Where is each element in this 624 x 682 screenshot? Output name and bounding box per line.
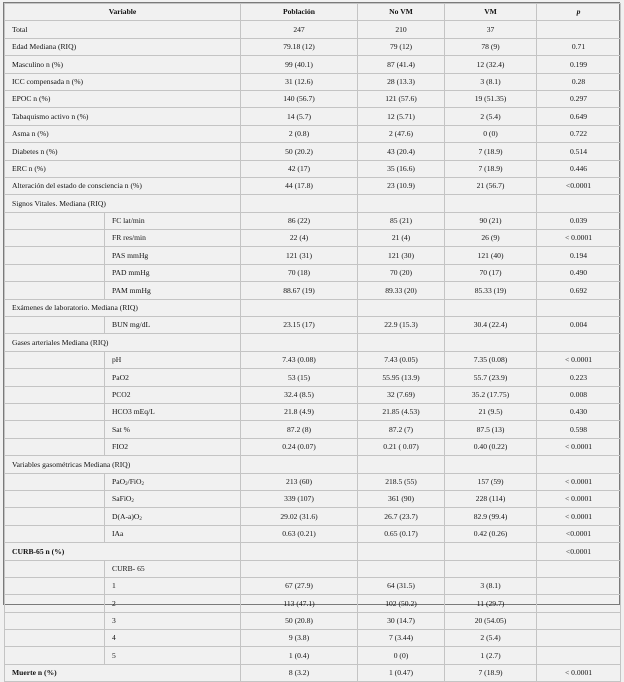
cell-vm: 228 (114) xyxy=(445,490,537,507)
cell-p: 0.28 xyxy=(537,73,621,90)
indent-cell xyxy=(5,369,105,386)
cell-poblacion: 8 (3.2) xyxy=(241,664,358,681)
cell-p: 0.446 xyxy=(537,160,621,177)
cell-vm: 121 (40) xyxy=(445,247,537,264)
cell-no-vm: 43 (20.4) xyxy=(358,143,445,160)
cell-vm: 0.42 (0.26) xyxy=(445,525,537,542)
cell-no-vm: 55.95 (13.9) xyxy=(358,369,445,386)
cell-no-vm: 32 (7.69) xyxy=(358,386,445,403)
cell-no-vm: 0 (0) xyxy=(358,647,445,664)
cell-vm: 21 (9.5) xyxy=(445,403,537,420)
table-row xyxy=(5,386,621,403)
cell-p xyxy=(537,560,621,577)
row-label: Edad Mediana (RIQ) xyxy=(5,38,241,55)
cell-no-vm: 23 (10.9) xyxy=(358,177,445,194)
row-label: Gases arteriales Mediana (RIQ) xyxy=(5,334,241,351)
indent-cell xyxy=(5,560,105,577)
cell-vm: 2 (5.4) xyxy=(445,108,537,125)
cell-p: 0.514 xyxy=(537,143,621,160)
indent-cell xyxy=(5,317,105,334)
indent-cell xyxy=(5,490,105,507)
cell-p: 0.598 xyxy=(537,421,621,438)
cell-vm: 78 (9) xyxy=(445,38,537,55)
table-row xyxy=(5,612,621,629)
cell-poblacion: 1 (0.4) xyxy=(241,647,358,664)
indent-cell xyxy=(5,473,105,490)
cell-no-vm: 21.85 (4.53) xyxy=(358,403,445,420)
results-table xyxy=(4,3,621,682)
row-label: HCO3 mEq/L xyxy=(105,403,241,420)
table-row xyxy=(5,299,621,316)
cell-p xyxy=(537,612,621,629)
row-label: PaO$_2$/FiO$_2$ xyxy=(105,473,241,490)
cell-p: < 0.0001 xyxy=(537,438,621,455)
cell-p xyxy=(537,195,621,212)
table-row xyxy=(5,38,621,55)
row-label: Alteración del estado de consciencia n (%) xyxy=(5,177,241,194)
indent-cell xyxy=(5,264,105,281)
cell-poblacion: 113 (47.1) xyxy=(241,595,358,612)
cell-vm: 7 (18.9) xyxy=(445,143,537,160)
cell-poblacion: 121 (31) xyxy=(241,247,358,264)
indent-cell xyxy=(5,230,105,247)
table-row xyxy=(5,403,621,420)
indent-cell xyxy=(5,247,105,264)
cell-p xyxy=(537,334,621,351)
cell-p: <0.0001 xyxy=(537,177,621,194)
cell-poblacion: 79.18 (12) xyxy=(241,38,358,55)
table-row xyxy=(5,195,621,212)
table-header-row xyxy=(5,4,621,21)
table-row xyxy=(5,177,621,194)
cell-vm xyxy=(445,543,537,560)
cell-poblacion: 247 xyxy=(241,21,358,38)
row-label: 5 xyxy=(105,647,241,664)
row-label: BUN mg/dL xyxy=(105,317,241,334)
cell-p: < 0.0001 xyxy=(537,230,621,247)
cell-poblacion: 88.67 (19) xyxy=(241,282,358,299)
cell-poblacion xyxy=(241,560,358,577)
cell-no-vm: 2 (47.6) xyxy=(358,125,445,142)
cell-p: < 0.0001 xyxy=(537,508,621,525)
cell-vm: 21 (56.7) xyxy=(445,177,537,194)
cell-vm: 37 xyxy=(445,21,537,38)
table-row xyxy=(5,247,621,264)
cell-poblacion: 0.63 (0.21) xyxy=(241,525,358,542)
row-label: PAM mmHg xyxy=(105,282,241,299)
table-row xyxy=(5,125,621,142)
header-p: p xyxy=(537,4,621,21)
cell-vm: 85.33 (19) xyxy=(445,282,537,299)
cell-p: 0.004 xyxy=(537,317,621,334)
cell-poblacion xyxy=(241,456,358,473)
row-label: PAD mmHg xyxy=(105,264,241,281)
table-row xyxy=(5,334,621,351)
cell-p xyxy=(537,630,621,647)
cell-no-vm: 87.2 (7) xyxy=(358,421,445,438)
table-row xyxy=(5,647,621,664)
cell-poblacion: 42 (17) xyxy=(241,160,358,177)
row-label: FIO2 xyxy=(105,438,241,455)
cell-poblacion: 70 (18) xyxy=(241,264,358,281)
table-row xyxy=(5,73,621,90)
cell-p: 0.297 xyxy=(537,90,621,107)
cell-poblacion: 9 (3.8) xyxy=(241,630,358,647)
cell-no-vm: 0.21 ( 0.07) xyxy=(358,438,445,455)
cell-poblacion: 67 (27.9) xyxy=(241,577,358,594)
cell-poblacion: 53 (15) xyxy=(241,369,358,386)
row-label: Exámenes de laboratorio. Mediana (RIQ) xyxy=(5,299,241,316)
cell-no-vm: 79 (12) xyxy=(358,38,445,55)
cell-poblacion xyxy=(241,334,358,351)
cell-vm xyxy=(445,560,537,577)
table-row xyxy=(5,577,621,594)
cell-vm: 7.35 (0.08) xyxy=(445,351,537,368)
cell-p: 0.722 xyxy=(537,125,621,142)
indent-cell xyxy=(5,577,105,594)
cell-p: 0.008 xyxy=(537,386,621,403)
indent-cell xyxy=(5,403,105,420)
row-label: FR res/min xyxy=(105,230,241,247)
cell-p: 0.649 xyxy=(537,108,621,125)
table-frame xyxy=(3,2,620,678)
row-label: CURB- 65 xyxy=(105,560,241,577)
cell-poblacion: 86 (22) xyxy=(241,212,358,229)
cell-no-vm: 35 (16.6) xyxy=(358,160,445,177)
table-row xyxy=(5,543,621,560)
row-label: CURB-65 n (%) xyxy=(5,543,241,560)
cell-p: <0.0001 xyxy=(537,543,621,560)
row-label: Tabaquismo activo n (%) xyxy=(5,108,241,125)
header-no-vm: No VM xyxy=(358,4,445,21)
cell-no-vm: 361 (90) xyxy=(358,490,445,507)
cell-poblacion: 99 (40.1) xyxy=(241,56,358,73)
cell-vm: 55.7 (23.9) xyxy=(445,369,537,386)
indent-cell xyxy=(5,386,105,403)
cell-no-vm: 89.33 (20) xyxy=(358,282,445,299)
cell-poblacion: 32.4 (8.5) xyxy=(241,386,358,403)
row-label: Signos Vitales. Mediana (RIQ) xyxy=(5,195,241,212)
cell-p: < 0.0001 xyxy=(537,664,621,681)
cell-p: 0.039 xyxy=(537,212,621,229)
row-label: FC lat/min xyxy=(105,212,241,229)
header-variable: Variable xyxy=(5,4,241,21)
cell-p: < 0.0001 xyxy=(537,351,621,368)
cell-no-vm: 85 (21) xyxy=(358,212,445,229)
cell-vm: 7 (18.9) xyxy=(445,160,537,177)
cell-poblacion: 21.8 (4.9) xyxy=(241,403,358,420)
row-label: 4 xyxy=(105,630,241,647)
cell-no-vm: 70 (20) xyxy=(358,264,445,281)
cell-p xyxy=(537,647,621,664)
cell-no-vm: 121 (30) xyxy=(358,247,445,264)
row-label: $D(A-a)O_2$ xyxy=(105,508,241,525)
table-row xyxy=(5,264,621,281)
cell-poblacion: 22 (4) xyxy=(241,230,358,247)
cell-p xyxy=(537,299,621,316)
cell-no-vm: 12 (5.71) xyxy=(358,108,445,125)
table-row xyxy=(5,560,621,577)
table-row xyxy=(5,282,621,299)
cell-vm xyxy=(445,195,537,212)
table-row xyxy=(5,508,621,525)
row-label: Sat % xyxy=(105,421,241,438)
cell-poblacion: 23.15 (17) xyxy=(241,317,358,334)
table-row xyxy=(5,630,621,647)
cell-no-vm xyxy=(358,560,445,577)
cell-poblacion: 7.43 (0.08) xyxy=(241,351,358,368)
row-label: PAS mmHg xyxy=(105,247,241,264)
table-row xyxy=(5,473,621,490)
indent-cell xyxy=(5,212,105,229)
row-label: PCO2 xyxy=(105,386,241,403)
cell-no-vm: 21 (4) xyxy=(358,230,445,247)
header-vm: VM xyxy=(445,4,537,21)
cell-vm: 87.5 (13) xyxy=(445,421,537,438)
cell-poblacion: 31 (12.6) xyxy=(241,73,358,90)
indent-cell xyxy=(5,438,105,455)
table-row xyxy=(5,108,621,125)
cell-no-vm: 22.9 (15.3) xyxy=(358,317,445,334)
table-row xyxy=(5,351,621,368)
indent-cell xyxy=(5,508,105,525)
table-row xyxy=(5,317,621,334)
row-label: Diabetes n (%) xyxy=(5,143,241,160)
cell-no-vm: 121 (57.6) xyxy=(358,90,445,107)
cell-vm: 30.4 (22.4) xyxy=(445,317,537,334)
cell-p: 0.430 xyxy=(537,403,621,420)
table-row xyxy=(5,421,621,438)
cell-poblacion: 50 (20.2) xyxy=(241,143,358,160)
table-row xyxy=(5,230,621,247)
row-label: Total xyxy=(5,21,241,38)
cell-poblacion: 0.24 (0.07) xyxy=(241,438,358,455)
table-row xyxy=(5,212,621,229)
cell-no-vm: 26.7 (23.7) xyxy=(358,508,445,525)
cell-no-vm: 28 (13.3) xyxy=(358,73,445,90)
row-label: 3 xyxy=(105,612,241,629)
cell-poblacion: 29.02 (31.6) xyxy=(241,508,358,525)
table-row xyxy=(5,56,621,73)
cell-p xyxy=(537,21,621,38)
cell-p: < 0.0001 xyxy=(537,473,621,490)
cell-no-vm xyxy=(358,456,445,473)
row-label: ICC compensada n (%) xyxy=(5,73,241,90)
cell-p: < 0.0001 xyxy=(537,490,621,507)
cell-vm: 0.40 (0.22) xyxy=(445,438,537,455)
cell-vm xyxy=(445,299,537,316)
cell-p xyxy=(537,595,621,612)
cell-poblacion: 2 (0.8) xyxy=(241,125,358,142)
cell-vm: 26 (9) xyxy=(445,230,537,247)
cell-no-vm: 102 (50.2) xyxy=(358,595,445,612)
indent-cell xyxy=(5,351,105,368)
cell-p: 0.223 xyxy=(537,369,621,386)
cell-no-vm: 1 (0.47) xyxy=(358,664,445,681)
table-row xyxy=(5,525,621,542)
cell-no-vm: 7.43 (0.05) xyxy=(358,351,445,368)
row-label: ERC n (%) xyxy=(5,160,241,177)
table-row xyxy=(5,664,621,681)
cell-no-vm: 218.5 (55) xyxy=(358,473,445,490)
cell-no-vm: 30 (14.7) xyxy=(358,612,445,629)
row-label: IAa xyxy=(105,525,241,542)
table-row xyxy=(5,90,621,107)
row-label: 1 xyxy=(105,577,241,594)
cell-p xyxy=(537,456,621,473)
cell-poblacion xyxy=(241,195,358,212)
cell-no-vm xyxy=(358,334,445,351)
cell-no-vm: 7 (3.44) xyxy=(358,630,445,647)
cell-no-vm: 64 (31.5) xyxy=(358,577,445,594)
cell-vm xyxy=(445,456,537,473)
indent-cell xyxy=(5,525,105,542)
cell-p xyxy=(537,577,621,594)
table-row xyxy=(5,369,621,386)
cell-poblacion xyxy=(241,299,358,316)
cell-poblacion: 213 (60) xyxy=(241,473,358,490)
table-row xyxy=(5,595,621,612)
cell-vm: 2 (5.4) xyxy=(445,630,537,647)
cell-vm: 1 (2.7) xyxy=(445,647,537,664)
cell-no-vm xyxy=(358,543,445,560)
row-label: pH xyxy=(105,351,241,368)
cell-poblacion xyxy=(241,543,358,560)
row-label: 2 xyxy=(105,595,241,612)
row-label: Asma n (%) xyxy=(5,125,241,142)
table-row xyxy=(5,456,621,473)
cell-poblacion: 87.2 (8) xyxy=(241,421,358,438)
cell-no-vm xyxy=(358,195,445,212)
table-row xyxy=(5,490,621,507)
cell-no-vm: 210 xyxy=(358,21,445,38)
row-label: SaFiO$_2$ xyxy=(105,490,241,507)
cell-p: 0.71 xyxy=(537,38,621,55)
cell-p: <0.0001 xyxy=(537,525,621,542)
table-row xyxy=(5,21,621,38)
cell-no-vm: 87 (41.4) xyxy=(358,56,445,73)
cell-vm: 19 (51.35) xyxy=(445,90,537,107)
header-poblacion: Población xyxy=(241,4,358,21)
cell-vm: 82.9 (99.4) xyxy=(445,508,537,525)
indent-cell xyxy=(5,612,105,629)
table-row xyxy=(5,160,621,177)
cell-poblacion: 14 (5.7) xyxy=(241,108,358,125)
cell-vm: 20 (54.05) xyxy=(445,612,537,629)
cell-vm xyxy=(445,334,537,351)
cell-no-vm xyxy=(358,299,445,316)
row-label: PaO2 xyxy=(105,369,241,386)
cell-no-vm: 0.65 (0.17) xyxy=(358,525,445,542)
row-label: Muerte n (%) xyxy=(5,664,241,681)
cell-poblacion: 339 (107) xyxy=(241,490,358,507)
cell-p: 0.199 xyxy=(537,56,621,73)
indent-cell xyxy=(5,595,105,612)
cell-vm: 3 (8.1) xyxy=(445,577,537,594)
cell-poblacion: 140 (56.7) xyxy=(241,90,358,107)
indent-cell xyxy=(5,282,105,299)
cell-vm: 11 (29.7) xyxy=(445,595,537,612)
cell-p: 0.692 xyxy=(537,282,621,299)
cell-poblacion: 50 (20.8) xyxy=(241,612,358,629)
cell-p: 0.194 xyxy=(537,247,621,264)
cell-vm: 35.2 (17.75) xyxy=(445,386,537,403)
table-row xyxy=(5,438,621,455)
cell-vm: 12 (32.4) xyxy=(445,56,537,73)
cell-vm: 70 (17) xyxy=(445,264,537,281)
table-row xyxy=(5,143,621,160)
row-label: Variables gasométricas Mediana (RIQ) xyxy=(5,456,241,473)
row-label: EPOC n (%) xyxy=(5,90,241,107)
row-label: Masculino n (%) xyxy=(5,56,241,73)
indent-cell xyxy=(5,630,105,647)
indent-cell xyxy=(5,647,105,664)
indent-cell xyxy=(5,421,105,438)
cell-vm: 3 (8.1) xyxy=(445,73,537,90)
cell-vm: 157 (59) xyxy=(445,473,537,490)
cell-poblacion: 44 (17.8) xyxy=(241,177,358,194)
cell-vm: 0 (0) xyxy=(445,125,537,142)
cell-vm: 90 (21) xyxy=(445,212,537,229)
cell-vm: 7 (18.9) xyxy=(445,664,537,681)
cell-p: 0.490 xyxy=(537,264,621,281)
